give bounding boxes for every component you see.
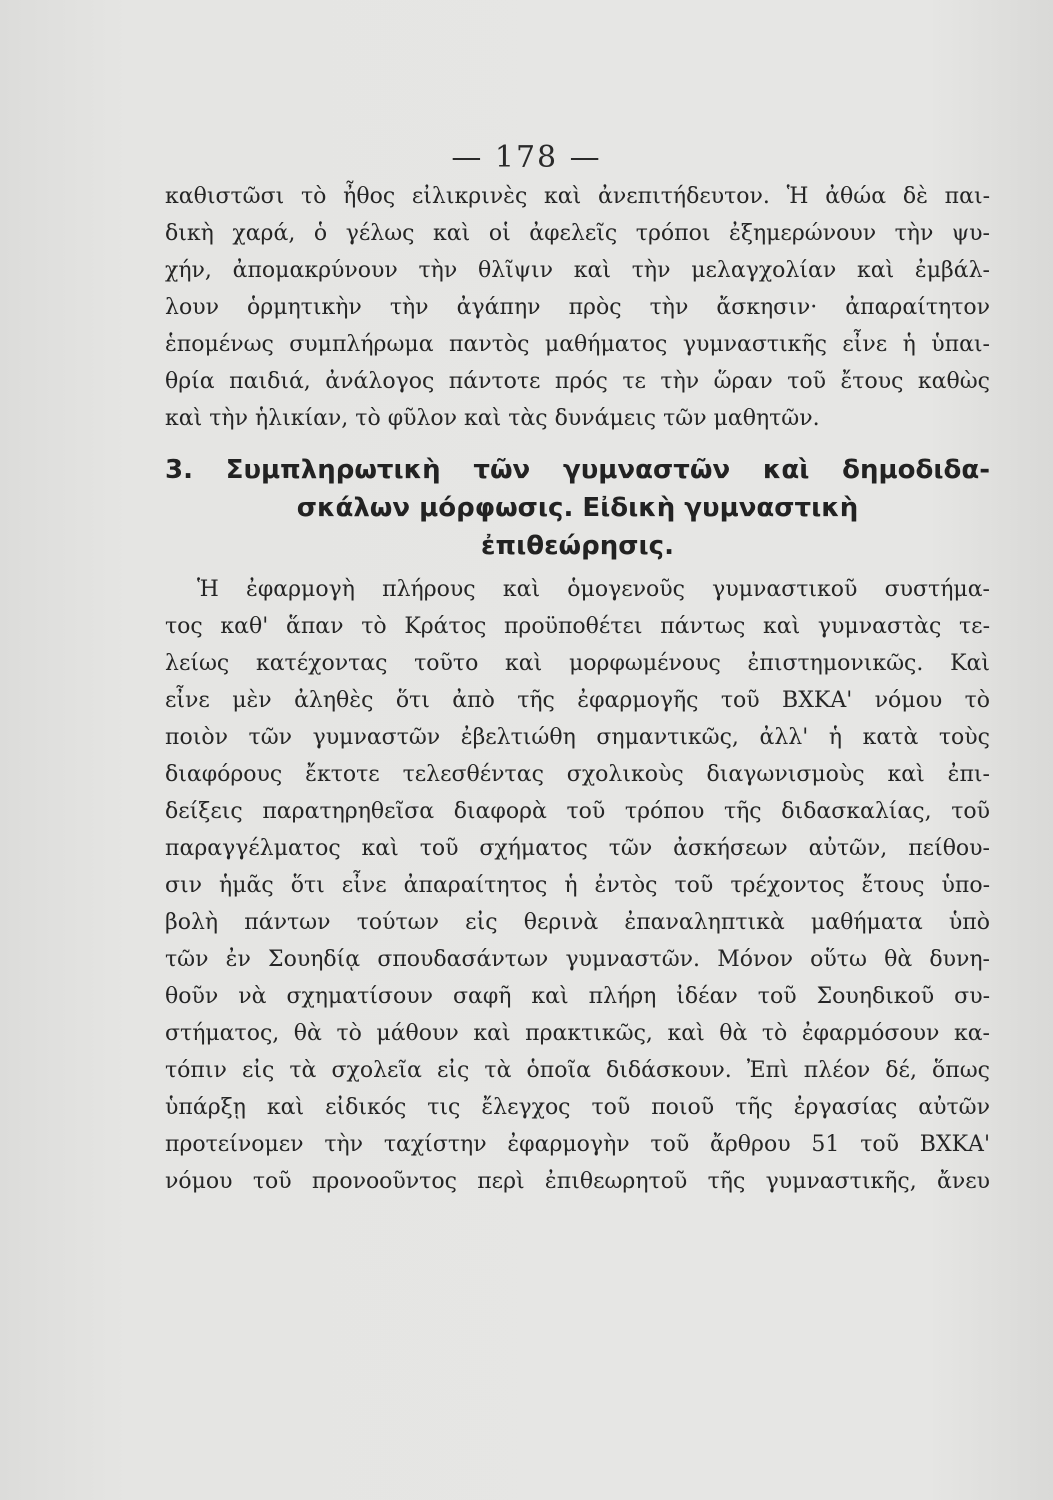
text-line: δείξεις παρατηρηθεῖσα διαφορὰ τοῦ τρόπου τῆς διδασκαλίας, τοῦ <box>165 799 990 824</box>
text-line: τῶν ἐν Σουηδίᾳ σπουδασάντων γυμναστῶν. Μόνον οὕτω θὰ δυνη- <box>165 947 990 972</box>
heading-line: σκάλων μόρφωσις. Εἰδικὴ γυμναστικὴ <box>296 493 859 523</box>
heading-line: ἐπιθεώρησις. <box>481 531 674 561</box>
text-line: παραγγέλματος καὶ τοῦ σχήματος τῶν ἀσκήσεων αὐτῶν, πείθου- <box>165 836 990 861</box>
body-text <box>165 178 990 1200</box>
paragraph-2 <box>165 571 990 1200</box>
text-line: τος καθ' ἅπαν τὸ Κράτος προϋποθέτει πάντως καὶ γυμναστὰς τε- <box>165 614 990 639</box>
text-line: Ἡ ἐφαρμογὴ πλήρους καὶ ὁμογενοῦς γυμναστικοῦ συστήμα- <box>197 577 990 602</box>
text-line: ὑπάρξῃ καὶ εἰδικός τις ἔλεγχος τοῦ ποιοῦ τῆς ἐργασίας αὐτῶν <box>165 1095 990 1120</box>
text-line: βολὴ πάντων τούτων εἰς θερινὰ ἐπαναληπτικὰ μαθήματα ὑπὸ <box>165 910 990 935</box>
text-line: προτείνομεν τὴν ταχίστην ἐφαρμογὴν τοῦ ἄρθρου 51 τοῦ ΒΧΚΑ' <box>165 1132 990 1157</box>
text-line: ἑπομένως συμπλήρωμα παντὸς μαθήματος γυμναστικῆς εἶνε ἡ ὑπαι- <box>165 332 990 357</box>
text-line: τόπιν εἰς τὰ σχολεῖα εἰς τὰ ὁποῖα διδάσκουν. Ἐπὶ πλέον δέ, ὅπως <box>165 1058 990 1083</box>
text-line: καθιστῶσι τὸ ἦθος εἰλικρινὲς καὶ ἀνεπιτήδευτον. Ἡ ἀθώα δὲ παι- <box>165 184 990 209</box>
text-line: λουν ὁρμητικὴν τὴν ἀγάπην πρὸς τὴν ἄσκησιν· ἀπαραίτητον <box>165 295 990 320</box>
text-line: εἶνε μὲν ἀληθὲς ὅτι ἀπὸ τῆς ἐφαρμογῆς τοῦ ΒΧΚΑ' νόμου τὸ <box>165 688 990 713</box>
text-line: θοῦν νὰ σχηματίσουν σαφῆ καὶ πλήρη ἰδέαν τοῦ Σουηδικοῦ συ- <box>165 984 990 1009</box>
text-line: διαφόρους ἔκτοτε τελεσθέντας σχολικοὺς διαγωνισμοὺς καὶ ἐπι- <box>165 762 990 787</box>
text-line: καὶ τὴν ἡλικίαν, τὸ φῦλον καὶ τὰς δυνάμεις τῶν μαθητῶν. <box>165 406 820 431</box>
text-line: λείως κατέχοντας τοῦτο καὶ μορφωμένους ἐπιστημονικῶς. Καὶ <box>165 651 990 676</box>
text-line: θρία παιδιά, ἀνάλογος πάντοτε πρός τε τὴν ὥραν τοῦ ἔτους καθὼς <box>165 369 990 394</box>
paragraph-1 <box>165 178 990 437</box>
section-heading <box>165 451 990 565</box>
text-line: δικὴ χαρά, ὁ γέλως καὶ οἱ ἀφελεῖς τρόποι ἐξημερώνουν τὴν ψυ- <box>165 221 990 246</box>
text-line: στήματος, θὰ τὸ μάθουν καὶ πρακτικῶς, καὶ θὰ τὸ ἐφαρμόσουν κα- <box>165 1021 990 1046</box>
text-line: νόμου τοῦ προνοοῦντος περὶ ἐπιθεωρητοῦ τῆς γυμναστικῆς, ἄνευ <box>165 1169 990 1194</box>
text-line: χήν, ἀπομακρύνουν τὴν θλῖψιν καὶ τὴν μελαγχολίαν καὶ ἐμβάλ- <box>165 258 990 283</box>
text-line: ποιὸν τῶν γυμναστῶν ἐβελτιώθη σημαντικῶς, ἀλλ' ἡ κατὰ τοὺς <box>165 725 990 750</box>
page-number: — 178 — <box>451 140 602 175</box>
heading-line: 3. Συμπληρωτικὴ τῶν γυμναστῶν καὶ δημοδιδα- <box>165 455 990 485</box>
text-line: σιν ἡμᾶς ὅτι εἶνε ἀπαραίτητος ἡ ἐντὸς τοῦ τρέχοντος ἔτους ὑπο- <box>165 873 990 898</box>
